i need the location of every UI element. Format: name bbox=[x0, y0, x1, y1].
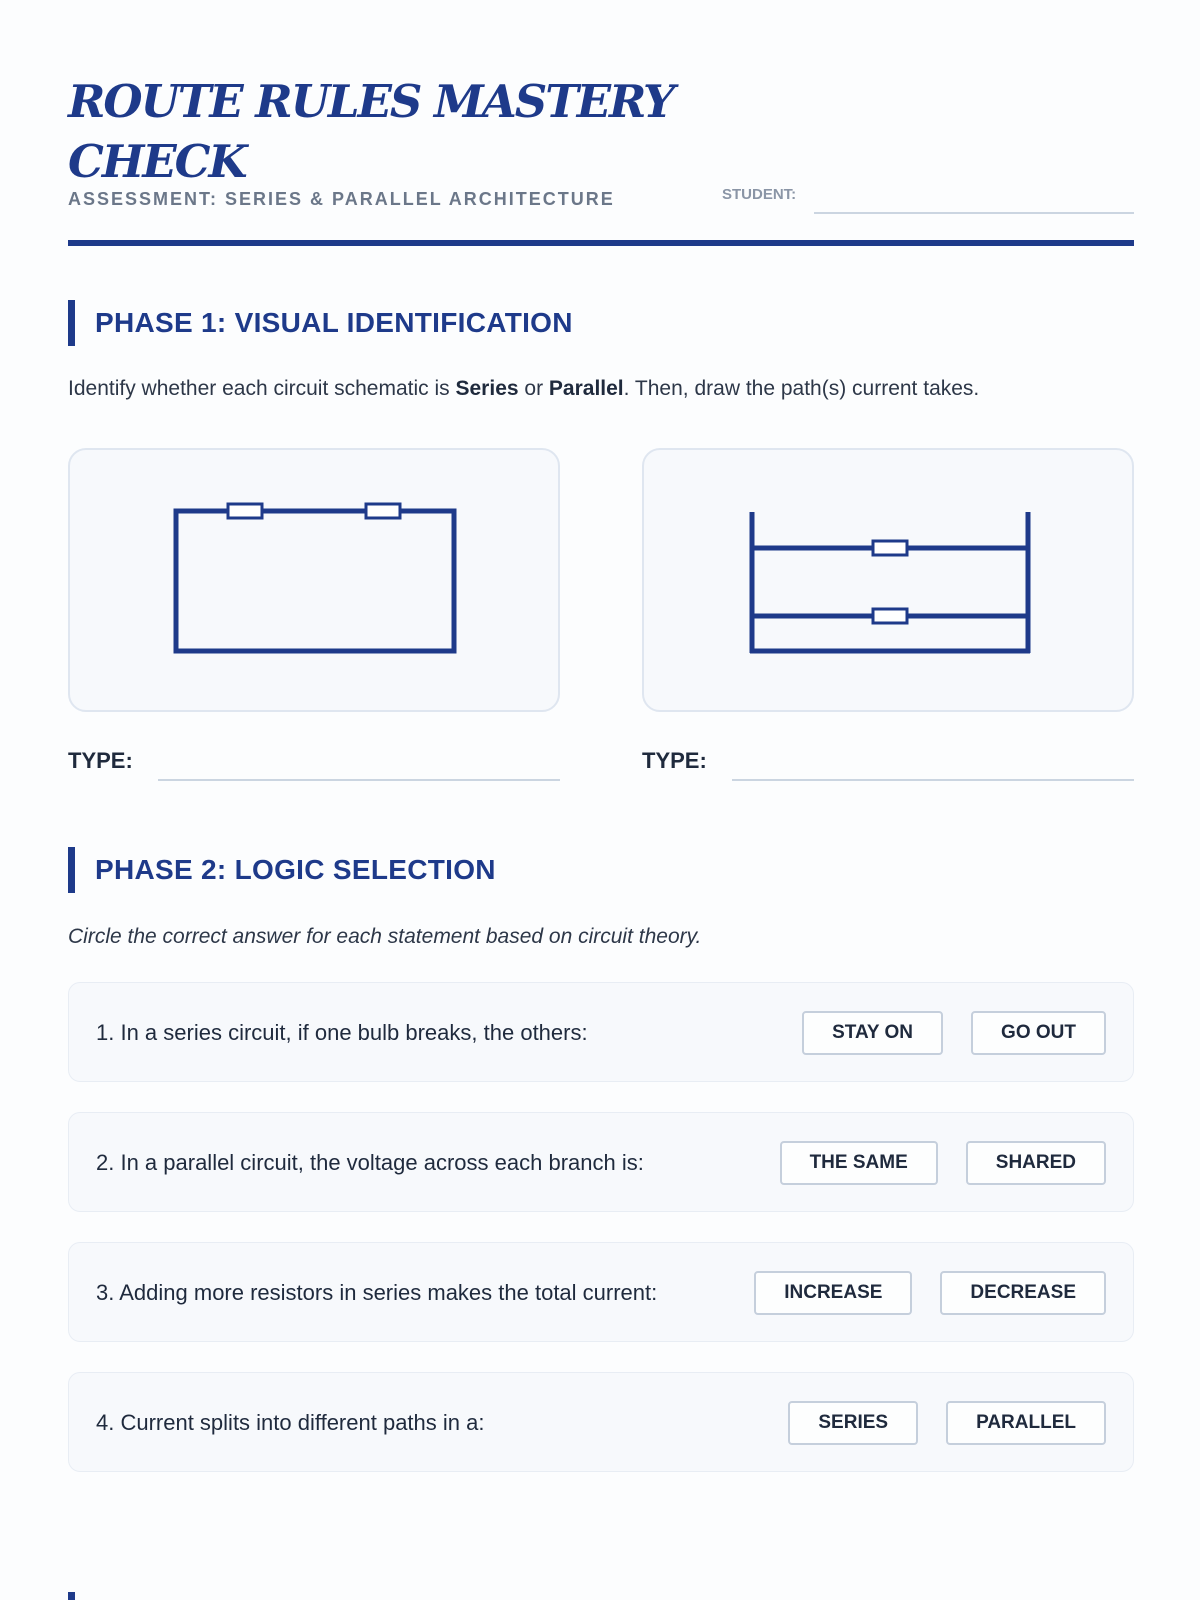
header-divider bbox=[68, 240, 1134, 246]
title-line-1: ROUTE RULES MASTERY bbox=[68, 75, 674, 128]
next-section-accent-bar bbox=[68, 1592, 75, 1600]
instructions-parallel-term: Parallel bbox=[548, 377, 624, 400]
circuit-1-type-label: TYPE: bbox=[68, 748, 133, 773]
question-text: 4. Current splits into different paths in a: bbox=[96, 1410, 485, 1435]
phase-2-title: PHASE 2: LOGIC SELECTION bbox=[68, 847, 768, 893]
student-name-field[interactable] bbox=[814, 212, 1134, 214]
worksheet-page bbox=[68, 0, 1134, 1600]
series-circuit-diagram[interactable] bbox=[68, 448, 560, 712]
instructions-text-or: or bbox=[518, 377, 549, 400]
question-text: 2. In a parallel circuit, the voltage across each branch is: bbox=[96, 1150, 644, 1175]
answer-option-go-out[interactable]: GO OUT bbox=[971, 1011, 1106, 1055]
phase-1-title: PHASE 1: VISUAL IDENTIFICATION bbox=[68, 300, 768, 346]
question-card bbox=[68, 982, 1134, 1082]
circuit-wire-loop bbox=[176, 511, 454, 651]
series-circuit-schematic bbox=[70, 450, 562, 714]
title-line-2: CHECK bbox=[68, 135, 246, 188]
answer-option-increase[interactable]: INCREASE bbox=[754, 1271, 912, 1315]
phase-1-instructions bbox=[68, 377, 979, 401]
answer-option-parallel[interactable]: PARALLEL bbox=[946, 1401, 1106, 1445]
question-card bbox=[68, 1112, 1134, 1212]
answer-options bbox=[780, 1141, 1106, 1185]
page-title bbox=[68, 72, 728, 192]
student-label: STUDENT: bbox=[722, 186, 797, 203]
question-text: 3. Adding more resistors in series makes the total current: bbox=[96, 1280, 658, 1305]
instructions-text-after: . Then, draw the path(s) current takes. bbox=[623, 377, 980, 400]
resistor bbox=[873, 609, 907, 623]
circuit-1-type-field[interactable] bbox=[158, 779, 560, 781]
parallel-circuit-schematic bbox=[644, 450, 1136, 714]
question-card bbox=[68, 1372, 1134, 1472]
circuit-2-type-label: TYPE: bbox=[642, 748, 707, 773]
answer-option-stay-on[interactable]: STAY ON bbox=[802, 1011, 943, 1055]
assessment-subtitle: ASSESSMENT: SERIES & PARALLEL ARCHITECTURE bbox=[68, 189, 615, 209]
answer-options bbox=[754, 1271, 1106, 1315]
resistor bbox=[366, 504, 400, 518]
answer-option-decrease[interactable]: DECREASE bbox=[940, 1271, 1106, 1315]
resistor bbox=[873, 541, 907, 555]
parallel-circuit-diagram[interactable] bbox=[642, 448, 1134, 712]
instructions-text-before: Identify whether each circuit schematic is bbox=[68, 377, 456, 400]
question-text: 1. In a series circuit, if one bulb breaks, the others: bbox=[96, 1020, 588, 1045]
answer-options bbox=[802, 1011, 1106, 1055]
answer-option-shared[interactable]: SHARED bbox=[966, 1141, 1106, 1185]
phase-2-instructions: Circle the correct answer for each statement based on circuit theory. bbox=[68, 925, 702, 948]
circuit-2-type-field[interactable] bbox=[732, 779, 1134, 781]
answer-option-the-same[interactable]: THE SAME bbox=[780, 1141, 938, 1185]
question-card bbox=[68, 1242, 1134, 1342]
resistor bbox=[228, 504, 262, 518]
answer-options bbox=[788, 1401, 1106, 1445]
instructions-series-term: Series bbox=[455, 377, 519, 400]
answer-option-series[interactable]: SERIES bbox=[788, 1401, 918, 1445]
